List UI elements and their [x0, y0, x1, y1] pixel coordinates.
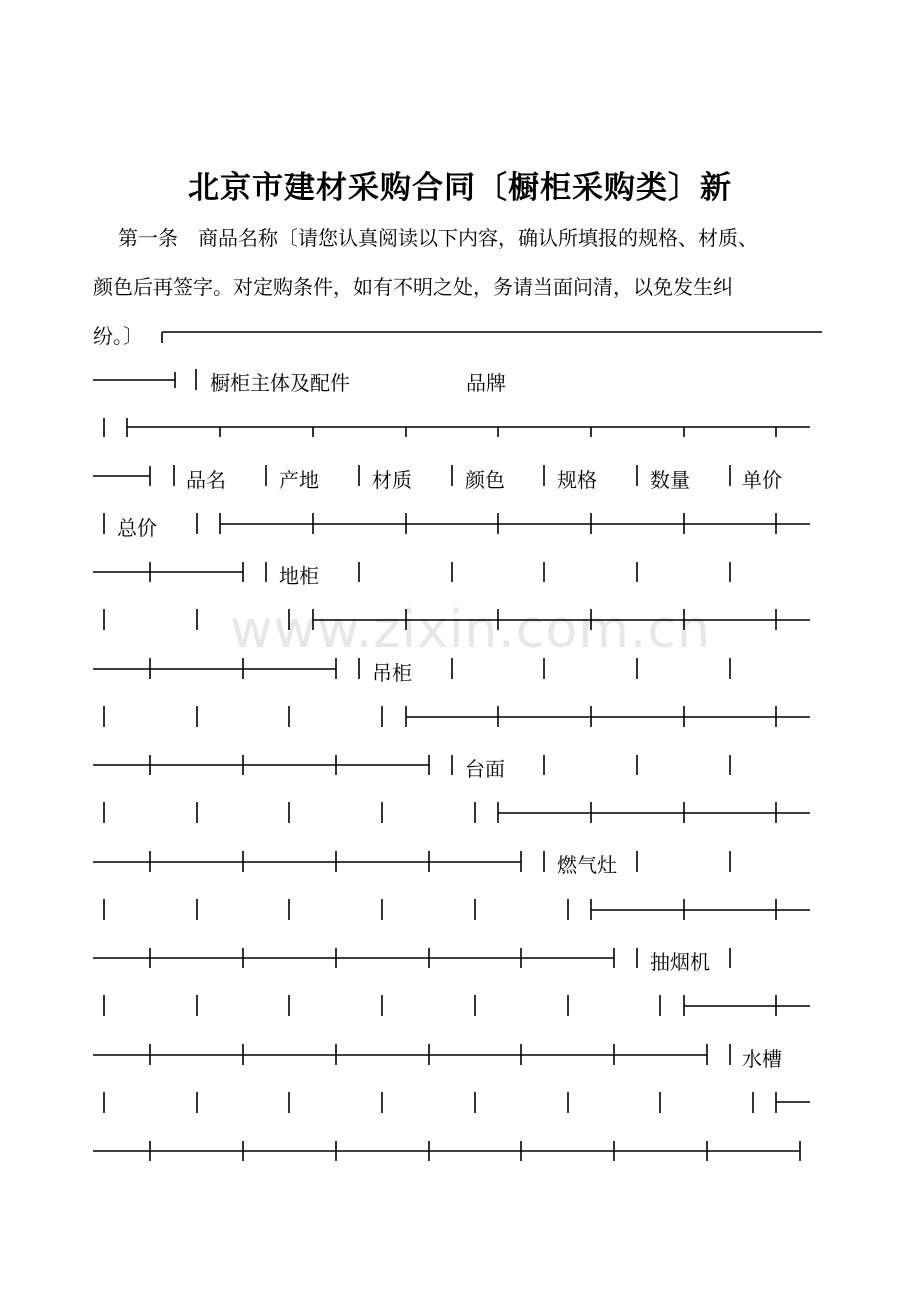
- item-gas-stove: 燃气灶: [557, 853, 617, 877]
- document-title: 北京市建材采购合同〔橱柜采购类〕新: [188, 170, 732, 206]
- column-header-color: 颜色: [465, 468, 505, 492]
- column-header-unit-price: 单价: [742, 468, 782, 492]
- column-header-spec: 规格: [557, 468, 597, 492]
- watermark: www.zixin.com.cn: [230, 600, 711, 660]
- brand-label: 品牌: [466, 371, 506, 395]
- column-header-material: 材质: [372, 468, 412, 492]
- article1-line2: 颜色后再签字。对定购条件，如有不明之处，务请当面问清，以免发生纠: [93, 275, 733, 299]
- article1-line3: 纷。〕: [93, 324, 143, 348]
- section-header: 橱柜主体及配件: [210, 371, 350, 395]
- item-range-hood: 抽烟机: [650, 950, 710, 974]
- column-header-quantity: 数量: [650, 468, 690, 492]
- item-countertop: 台面: [465, 757, 505, 781]
- column-header-origin: 产地: [279, 468, 319, 492]
- column-header-name: 品名: [186, 468, 226, 492]
- article1-line1: 第一条 商品名称〔请您认真阅读以下内容，确认所填报的规格、材质、: [118, 226, 758, 250]
- item-base-cabinet: 地柜: [279, 564, 319, 588]
- column-header-total: 总价: [117, 516, 157, 540]
- item-sink: 水槽: [742, 1047, 782, 1071]
- item-wall-cabinet: 吊柜: [372, 661, 412, 685]
